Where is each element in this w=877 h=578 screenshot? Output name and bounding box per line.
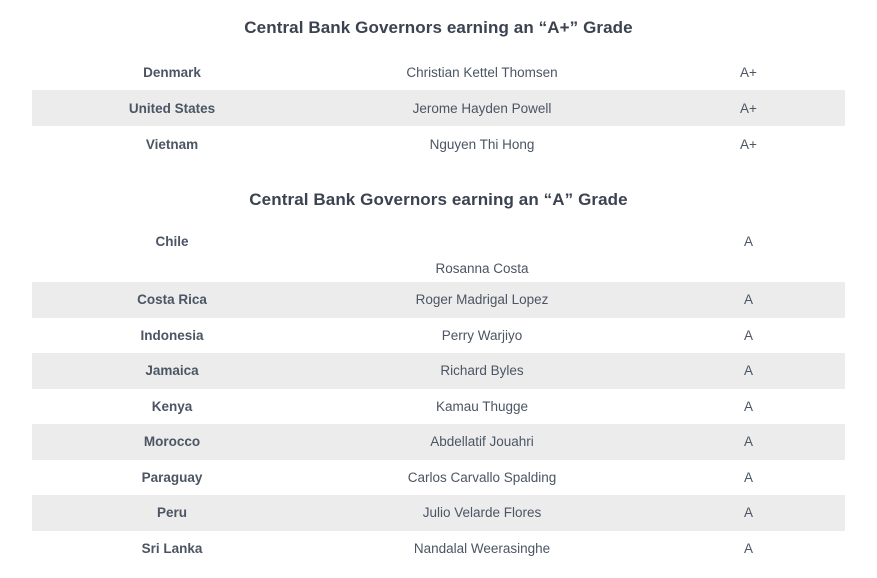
table-row [32,318,845,354]
row-grade: A+ [740,64,757,80]
row-governor-name: Perry Warjiyo [441,327,523,343]
table-row [32,495,845,531]
row-governor-name: Nandalal Weerasinghe [413,540,551,556]
table-row [32,54,845,90]
row-grade: A [743,434,753,450]
row-governor-name: Julio Velarde Flores [422,505,542,521]
row-grade: A [743,505,753,521]
table-row [32,282,845,318]
row-country: Kenya [151,398,193,414]
row-country: Costa Rica [137,292,207,308]
table-a-grade [32,226,845,566]
table-a-plus-grade [32,54,845,162]
row-country: Sri Lanka [141,540,203,556]
row-grade: A [743,234,753,249]
row-governor-name: Richard Byles [440,363,524,379]
row-grade: A [743,327,753,343]
row-country: Morocco [143,434,201,450]
row-country: Chile [155,234,189,249]
row-grade: A [743,398,753,414]
table-row [32,90,845,126]
table-row [32,353,845,389]
row-governor-name: Rosanna Costa [435,261,529,276]
row-country: Jamaica [145,363,199,379]
row-grade: A [743,363,753,379]
row-country: United States [128,100,216,116]
row-country: Paraguay [141,469,203,485]
row-grade: A+ [740,136,757,152]
section-title-a: Central Bank Governors earning an “A” Grade [249,190,628,209]
table-row [32,226,845,282]
row-grade: A+ [740,100,757,116]
row-governor-name: Roger Madrigal Lopez [415,292,549,308]
row-country: Indonesia [140,327,204,343]
table-row [32,460,845,496]
row-governor-name: Abdellatif Jouahri [430,434,534,450]
row-grade: A [743,540,753,556]
row-country: Vietnam [145,136,199,152]
table-row [32,424,845,460]
row-governor-name: Nguyen Thi Hong [429,136,535,152]
row-country: Peru [156,505,187,521]
row-governor-name: Carlos Carvallo Spalding [407,469,557,485]
table-row [32,389,845,425]
table-row [32,126,845,162]
row-grade: A [743,292,753,308]
row-governor-name: Christian Kettel Thomsen [406,64,558,80]
row-governor-name: Jerome Hayden Powell [412,100,552,116]
section-title-a-plus: Central Bank Governors earning an “A+” Grade [244,18,633,37]
row-grade: A [743,469,753,485]
row-governor-name: Kamau Thugge [435,398,529,414]
table-row [32,531,845,567]
row-country: Denmark [143,64,201,80]
